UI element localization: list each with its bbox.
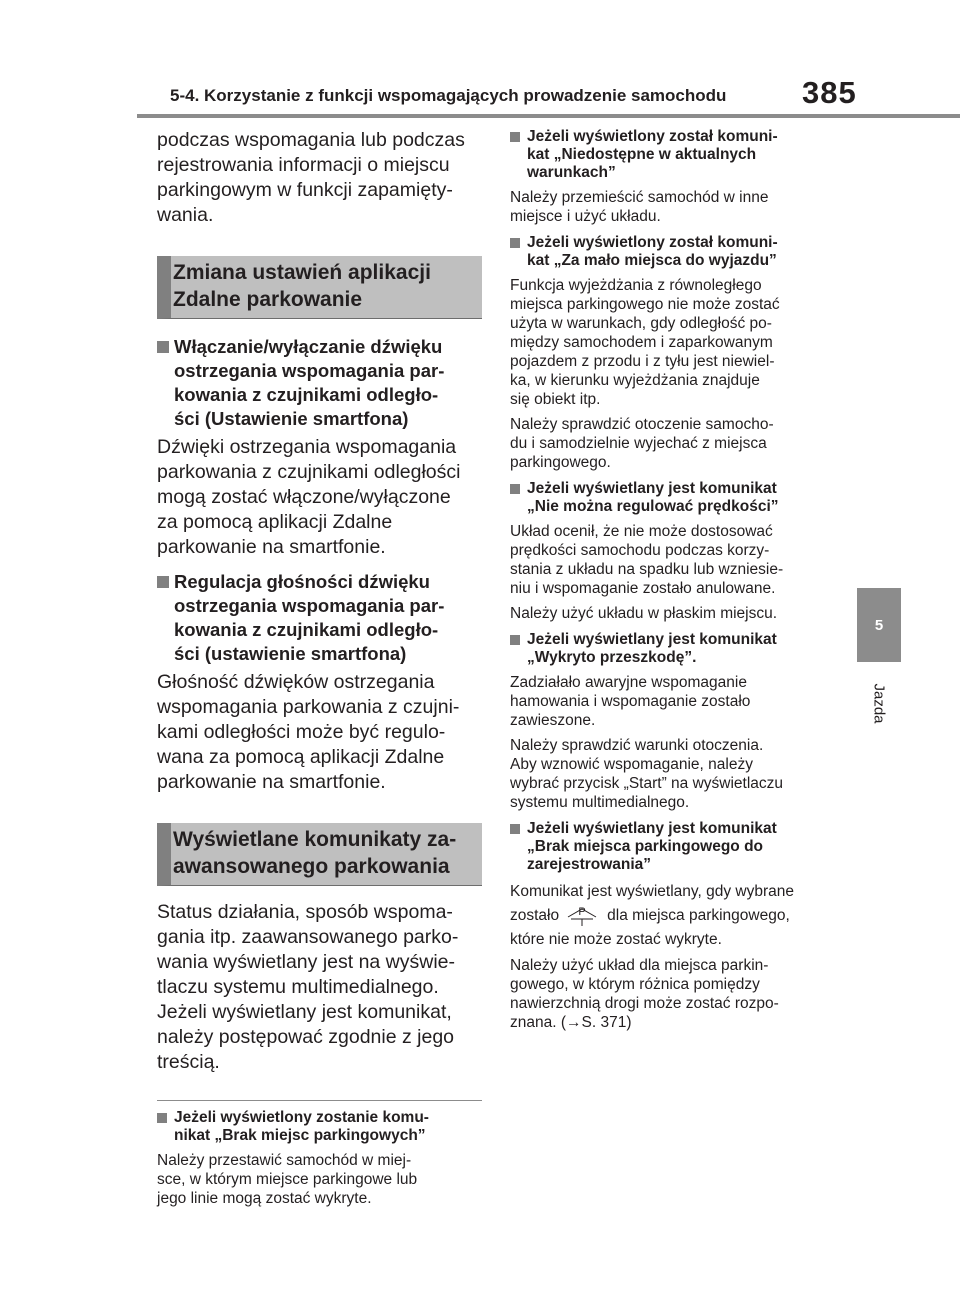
text-fragment: znana. (	[510, 1014, 567, 1031]
text-line: treścią.	[157, 1051, 220, 1073]
text-line: wspomagania parkowania z czujni-	[157, 696, 460, 718]
paragraph-status	[157, 900, 482, 1075]
text-line: prędkości samochodu podczas korzy-	[510, 542, 770, 559]
text-line: użyta w warunkach, gdy odległość po-	[510, 315, 772, 332]
text-line: mogą zostać włączone/wyłączone	[157, 486, 451, 508]
paragraph-no-parking-spaces	[157, 1151, 482, 1208]
text-line: wana za pomocą aplikacji Zdalne	[157, 746, 445, 768]
text-line: „Wykryto przeszkodę”.	[527, 649, 697, 666]
text-line: Regulacja głośności dźwięku	[174, 571, 430, 592]
text-line: ści (ustawienie smartfona)	[174, 643, 407, 664]
text-line: systemu multimedialnego.	[510, 794, 690, 811]
text-line: należy postępować zgodnie z jego	[157, 1026, 455, 1048]
left-column	[157, 128, 482, 1208]
text-line-with-icon	[510, 904, 840, 928]
section-divider	[157, 1100, 482, 1101]
arrow-right-icon: →	[566, 1014, 582, 1031]
text-line: warunkach”	[527, 164, 616, 181]
text-line: parkowanie na smartfonie.	[157, 771, 386, 793]
text-line: „Brak miejsca parkingowego do	[527, 838, 764, 855]
text-line: ści (Ustawienie smartfona)	[174, 408, 409, 429]
text-line: nikat „Brak miejsc parkingowych”	[174, 1127, 426, 1144]
text-line: du i samodzielnie wyjechać z miejsca	[510, 435, 767, 452]
text-line: między samochodem i zaparkowanym	[510, 334, 773, 351]
text-line: Należy użyć układ dla miejsca parkin-	[510, 957, 769, 974]
paragraph-no-register	[510, 880, 840, 952]
section-heading-messages	[157, 823, 482, 886]
text-line: pojazdem z przodu i z tyłu jest niewiel-	[510, 353, 775, 370]
text-line: Jeżeli wyświetlony został komuni-	[527, 128, 778, 145]
text-line: Należy użyć układu w płaskim miejscu.	[510, 605, 778, 622]
paragraph-obstacle	[510, 673, 840, 730]
text-line: kat „Za mało miejsca do wyjazdu”	[527, 252, 777, 269]
heading-line: Wyświetlane komunikaty za-	[173, 828, 457, 851]
subheading-not-enough-space	[510, 234, 840, 270]
subheading-sound-toggle	[157, 335, 482, 431]
subheading-obstacle	[510, 631, 840, 667]
text-line: Jeżeli wyświetlony został komuni-	[527, 234, 778, 251]
header-title: 5-4. Korzystanie z funkcji wspomagających prowadzenie samochodu	[170, 86, 727, 105]
subheading-no-register	[510, 820, 840, 874]
text-line: nawierzchnią drogi może zostać rozpo-	[510, 995, 779, 1012]
paragraph-volume	[157, 670, 482, 795]
text-line: tlaczu systemu multimedialnego.	[157, 976, 439, 998]
text-line: parkowania z czujnikami odległości	[157, 461, 461, 483]
text-line: za pomocą aplikacji Zdalne	[157, 511, 393, 533]
text-line: „Nie można regulować prędkości”	[527, 498, 779, 515]
text-line: Głośność dźwięków ostrzegania	[157, 671, 435, 693]
right-column	[510, 128, 840, 1032]
text-line: ostrzegania wspomagania par-	[174, 360, 445, 381]
paragraph-speed-control	[510, 522, 840, 598]
svg-text:P: P	[578, 905, 586, 918]
text-line: Należy przestawić samochód w miej-	[157, 1152, 412, 1169]
text-line: ka, w kierunku wyjeżdżania znajduje	[510, 372, 760, 389]
paragraph-resume	[510, 736, 840, 812]
paragraph-unavailable	[510, 188, 840, 226]
text-line: wania wyświetlany jest na wyświe-	[157, 951, 456, 973]
subheading-no-parking-spaces	[157, 1109, 482, 1145]
paragraph-sound-toggle	[157, 435, 482, 560]
text-line: zawieszone.	[510, 712, 596, 729]
text-line: Status działania, sposób wspoma-	[157, 901, 453, 923]
text-line: Jeżeli wyświetlony zostanie komu-	[174, 1109, 429, 1126]
text-line: Aby wznowić wspomaganie, należy	[510, 756, 753, 773]
heading-line: awansowanego parkowania	[173, 855, 450, 878]
paragraph-not-enough-space	[510, 276, 840, 409]
text-line: gowego, w którym różnica pomiędzy	[510, 976, 760, 993]
text-line: Zadziałało awaryjne wspomaganie	[510, 674, 747, 691]
text-line: sce, w którym miejsce parkingowe lub	[157, 1171, 418, 1188]
text-line: Jeżeli wyświetlany jest komunikat	[527, 820, 777, 837]
text-line: Jeżeli wyświetlany jest komunikat	[527, 631, 777, 648]
chapter-tab	[857, 588, 901, 662]
text-line: parkingowego.	[510, 454, 611, 471]
text-line: Należy sprawdzić warunki otoczenia.	[510, 737, 764, 754]
page-reference[interactable]: S. 371)	[581, 1014, 632, 1031]
text-line: parkowanie na smartfonie.	[157, 536, 386, 558]
text-line: parkingowym w funkcji zapamięty-	[157, 179, 453, 201]
paragraph-check-surroundings	[510, 415, 840, 472]
subheading-volume	[157, 570, 482, 666]
text-line: Komunikat jest wyświetlany, gdy wybrane	[510, 883, 795, 900]
header-rule	[137, 114, 960, 118]
text-line: podczas wspomagania lub podczas	[157, 129, 465, 151]
text-line: zarejestrowania”	[527, 856, 652, 873]
parking-p-icon	[565, 905, 599, 927]
text-line-with-reference	[510, 1013, 840, 1032]
text-line: kat „Niedostępne w aktualnych	[527, 146, 757, 163]
chapter-number: 5	[874, 616, 884, 634]
text-line: gania itp. zaawansowanego parko-	[157, 926, 459, 948]
text-line: miejsce i użyć układu.	[510, 208, 661, 225]
subheading-unavailable	[510, 128, 840, 182]
heading-line: Zdalne parkowanie	[173, 288, 363, 311]
text-line: ostrzegania wspomagania par-	[174, 595, 445, 616]
text-line: Funkcja wyjeżdżania z równoległego	[510, 277, 762, 294]
text-line: jego linie mogą zostać wykryte.	[157, 1190, 372, 1207]
text-line: hamowania i wspomaganie zostało	[510, 693, 751, 710]
subheading-speed-control	[510, 480, 840, 516]
text-line: wania.	[157, 204, 214, 226]
text-line: stania z układu na spadku lub wzniesie-	[510, 561, 784, 578]
intro-paragraph	[157, 128, 482, 228]
text-line: wybrać przycisk „Start” na wyświetlaczu	[510, 775, 784, 792]
text-line: Jeżeli wyświetlany jest komunikat	[527, 480, 777, 497]
heading-line: Zmiana ustawień aplikacji	[173, 261, 431, 284]
chapter-label-text: Jazda	[870, 682, 888, 724]
text-line: Należy przemieścić samochód w inne	[510, 189, 769, 206]
text-fragment: dla miejsca parkingowego,	[607, 907, 790, 924]
page-number: 385	[802, 75, 857, 110]
text-line: niu i wspomaganie zostało anulowane.	[510, 580, 776, 597]
paragraph-road-difference	[510, 956, 840, 1032]
text-line: Układ ocenił, że nie może dostosować	[510, 523, 773, 540]
text-line: Jeżeli wyświetlany jest komunikat,	[157, 1001, 452, 1023]
section-heading-app-settings	[157, 256, 482, 319]
text-fragment: zostało	[510, 907, 560, 924]
text-line: które nie może zostać wykryte.	[510, 931, 722, 948]
text-line: Dźwięki ostrzegania wspomagania	[157, 436, 457, 458]
text-line: kowania z czujnikami odległo-	[174, 384, 439, 405]
text-line: kowania z czujnikami odległo-	[174, 619, 439, 640]
text-line: rejestrowania informacji o miejscu	[157, 154, 450, 176]
text-line: miejsca parkingowego nie może zostać	[510, 296, 780, 313]
paragraph-flat-surface	[510, 604, 840, 623]
text-line: kami odległości może być regulo-	[157, 721, 446, 743]
text-line: się obiekt itp.	[510, 391, 601, 408]
chapter-label	[856, 678, 902, 728]
text-line: Włączanie/wyłączanie dźwięku	[174, 336, 443, 357]
text-line: Należy sprawdzić otoczenie samocho-	[510, 416, 774, 433]
